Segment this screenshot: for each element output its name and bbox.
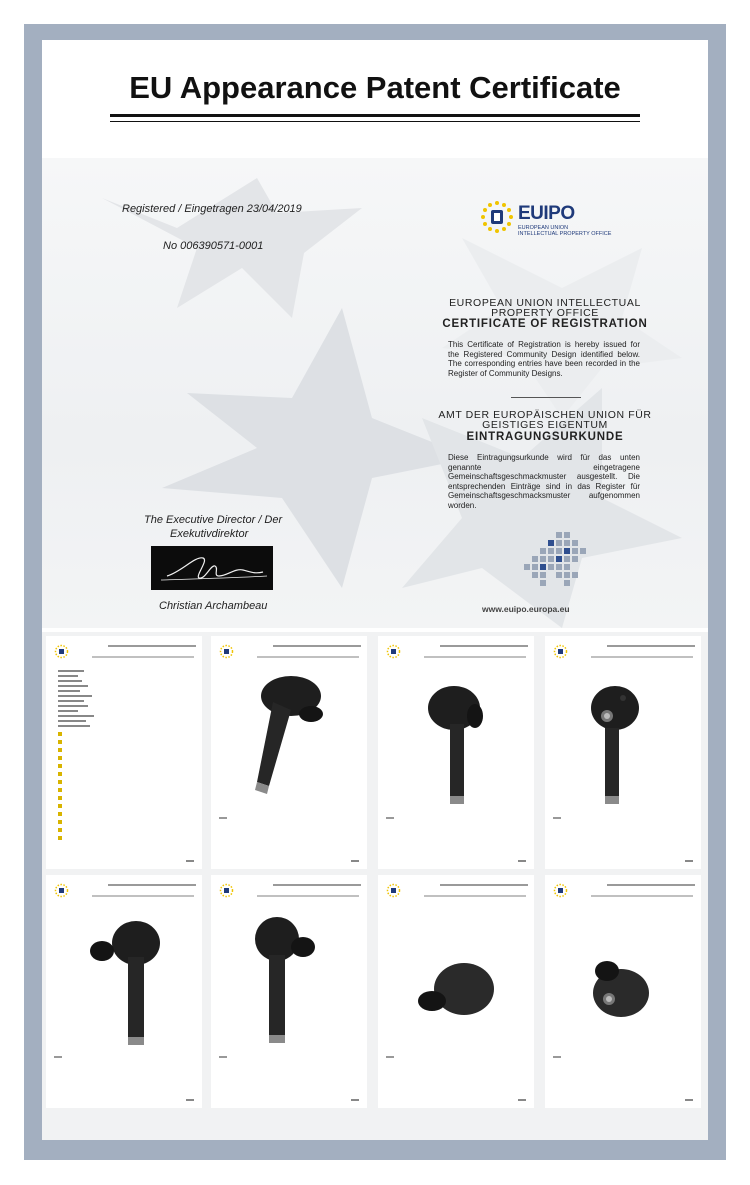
eu-stars-icon — [480, 200, 514, 234]
director-name: Christian Archambeau — [159, 600, 268, 612]
earbud-view-icon — [46, 875, 202, 1108]
euipo-wordmark: EUIPO — [518, 203, 575, 224]
design-view-2 — [378, 636, 534, 869]
earbud-view-icon — [211, 636, 367, 869]
design-view-3 — [545, 636, 701, 869]
de-org-line2: GEISTIGES EIGENTUM — [482, 419, 608, 431]
euipo-logo — [480, 198, 620, 238]
design-view-1 — [211, 636, 367, 869]
registration-date: Registered / Eingetragen 23/04/2019 — [122, 203, 302, 215]
title-underline-thick — [110, 114, 640, 117]
earbud-view-icon — [378, 875, 534, 1108]
director-title-line2: Exekutivdirektor — [170, 528, 249, 540]
language-divider — [511, 397, 581, 398]
registration-number: No 006390571-0001 — [163, 240, 264, 252]
europe-map-icon — [512, 528, 602, 598]
en-paragraph: This Certificate of Registration is hereby issued for the Registered Community Design identified below. The corresponding entries have been recorded in the Register of Community Designs. — [448, 340, 640, 378]
design-views-grid — [42, 632, 708, 1140]
en-org-line2: PROPERTY OFFICE — [491, 307, 599, 319]
director-title-line1: The Executive Director / Der — [144, 514, 283, 526]
earbud-view-icon — [545, 875, 701, 1108]
euipo-website: www.euipo.europa.eu — [482, 604, 570, 614]
title-underline-thin — [110, 121, 640, 122]
signature-icon — [151, 546, 273, 590]
design-view-4 — [46, 875, 202, 1108]
de-paragraph: Diese Eintragungsurkunde wird für das unten genannte eingetragene Gemeinschaftsgeschmackmuster ausgestellt. Die entsprechenden Einträge sind in das Register für Gemeinschaftsgeschmacksmuster aufgenommen worden. — [448, 453, 640, 510]
certificate-sheet — [42, 158, 708, 628]
design-page-index — [46, 636, 202, 869]
earbud-view-icon — [211, 875, 367, 1108]
en-org-line1: EUROPEAN UNION INTELLECTUAL — [449, 297, 641, 309]
design-view-5 — [211, 875, 367, 1108]
earbud-view-icon — [378, 636, 534, 869]
earbud-view-icon — [545, 636, 701, 869]
design-view-7 — [545, 875, 701, 1108]
de-heading: EINTRAGUNGSURKUNDE — [466, 431, 624, 443]
certificate-page — [42, 40, 708, 1140]
signature-image — [151, 546, 273, 590]
en-heading: CERTIFICATE OF REGISTRATION — [442, 318, 648, 330]
design-view-6 — [378, 875, 534, 1108]
page-title: EU Appearance Patent Certificate — [129, 70, 621, 105]
euipo-subtitle: EUROPEAN UNION INTELLECTUAL PROPERTY OFFICE — [518, 225, 612, 237]
de-org-line1: AMT DER EUROPÄISCHEN UNION FÜR — [438, 409, 652, 421]
euipo-mini-logo-icon — [54, 644, 69, 659]
